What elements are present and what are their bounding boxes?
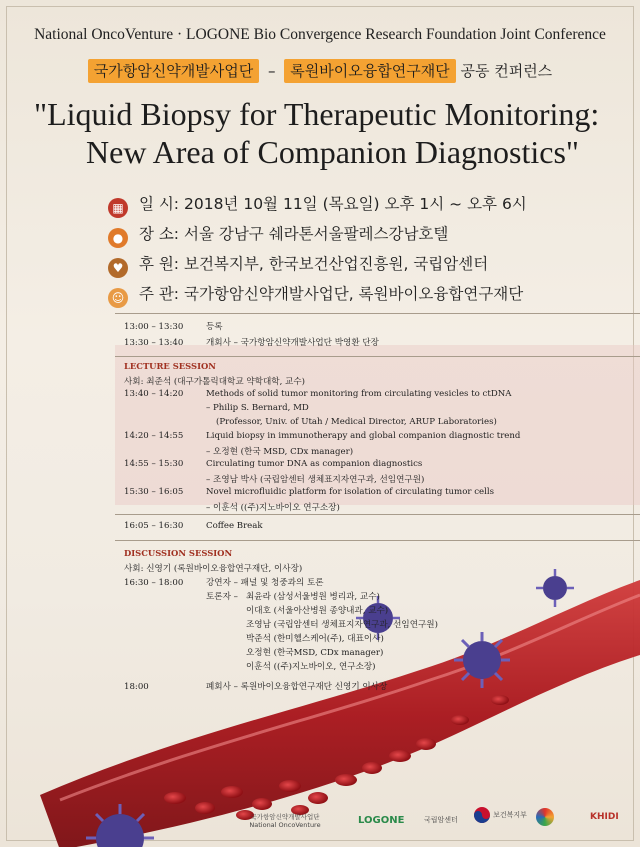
schedule-text: Coffee Break xyxy=(206,521,263,531)
schedule-time: 13:30 – 13:40 xyxy=(124,338,184,348)
lecture-3-speaker: – 조영남 박사 (국립암센터 생체표지자연구과, 선임연구원) xyxy=(206,475,425,485)
info-sponsor-label: 후 원: xyxy=(138,255,180,273)
schedule-text: 강연자 – 패널 및 청중과의 토론 xyxy=(206,578,324,588)
info-organizer-label: 주 관: xyxy=(138,285,180,303)
lecture-session-label: LECTURE SESSION xyxy=(124,361,216,371)
schedule-row-opening xyxy=(124,336,379,348)
discussion-chair: 사회: 신영기 (록원바이오융합연구재단, 이사장) xyxy=(124,564,303,574)
logo-text-en: National OncoVenture xyxy=(249,821,321,829)
virus-icon-2 xyxy=(454,632,510,688)
rainbow-logo-icon xyxy=(536,808,554,826)
virus-icon-4 xyxy=(536,569,574,607)
panelist: 박준석 (한미헬스케어(주), 대표이사) xyxy=(246,634,384,644)
panelist: 이대호 (서울아산병원 종양내과, 교수) xyxy=(246,606,389,616)
lecture-1 xyxy=(124,389,511,399)
info-venue xyxy=(108,222,448,248)
panelist: 최윤라 (삼성서울병원 병리과, 교수) xyxy=(246,592,380,602)
lecture-4 xyxy=(124,487,494,497)
divider-top xyxy=(115,313,640,314)
lecture-title: Novel microfluidic platform for isolation of circulating tumor cells xyxy=(206,487,495,497)
info-organizer-value: 국가항암신약개발사업단, 록원바이오융합연구재단 xyxy=(183,285,524,303)
main-title-line2: New Area of Companion Diagnostics" xyxy=(86,134,579,170)
joint-conference-label: 공동 컨퍼런스 xyxy=(460,62,553,80)
schedule-text: 폐회사 – 록원바이오융합연구재단 신영기 이사장 xyxy=(206,682,388,692)
logo-text-kr: 국가항암신약개발사업단 xyxy=(250,813,320,821)
info-date-value: 2018년 10월 11일 (목요일) 오후 1시 ~ 오후 6시 xyxy=(183,195,527,213)
divider-lecture xyxy=(115,356,640,357)
schedule-text: 개회사 – 국가항암신약개발사업단 박영환 단장 xyxy=(206,338,379,348)
org-dash: – xyxy=(268,62,276,80)
discussion-row xyxy=(124,576,324,588)
heart-hand-icon: ♥ xyxy=(108,258,128,278)
info-sponsor-value: 보건복지부, 한국보건산업진흥원, 국립암센터 xyxy=(183,255,489,273)
lecture-1-affiliation: (Professor, Univ. of Utah / Medical Director, ARUP Laboratories) xyxy=(216,417,497,427)
panelist: 오정현 (한국MSD, CDx manager) xyxy=(246,648,384,658)
closing-row xyxy=(124,680,387,692)
lecture-2 xyxy=(124,431,520,441)
info-date-label: 일 시: xyxy=(138,195,180,213)
logo-mohw-group xyxy=(473,806,527,824)
panelist: 조영남 (국립암센터 생체표지자연구과, 선임연구원) xyxy=(246,620,438,630)
schedule-time: 16:05 – 16:30 xyxy=(124,521,184,531)
schedule-time: 14:55 – 15:30 xyxy=(124,459,184,469)
discussion-session-label: DISCUSSION SESSION xyxy=(124,548,233,558)
logo-national-oncoventure xyxy=(245,812,325,829)
calendar-icon: ▦ xyxy=(108,198,128,218)
info-venue-value: 서울 강남구 쉐라톤서울팔레스강남호텔 xyxy=(183,225,449,243)
schedule-time: 14:20 – 14:55 xyxy=(124,431,184,441)
coffee-break-row xyxy=(124,521,263,531)
panel-label: 토론자 – xyxy=(206,592,238,602)
lecture-title: Circulating tumor DNA as companion diagnostics xyxy=(206,459,423,469)
taegeuk-icon xyxy=(473,806,491,824)
logo-khidi: KHIDI xyxy=(590,812,619,822)
info-organizer xyxy=(108,282,523,308)
divider-discussion xyxy=(115,540,640,541)
lecture-1-speaker: – Philip S. Bernard, MD xyxy=(206,403,309,413)
lecture-2-speaker: – 오정현 (한국 MSD, CDx manager) xyxy=(206,447,354,457)
main-title xyxy=(34,95,634,171)
schedule-text: 등록 xyxy=(206,322,223,332)
lecture-3 xyxy=(124,459,422,469)
lecture-4-speaker: – 이훈석 ((주)지노바이오 연구소장) xyxy=(206,503,340,513)
korean-conference-title xyxy=(0,60,640,81)
divider-coffee xyxy=(115,514,640,515)
schedule-time: 13:40 – 14:20 xyxy=(124,389,184,399)
schedule-time: 18:00 xyxy=(124,682,149,692)
logo-logone: LOGONE xyxy=(358,815,405,826)
schedule-row-registration xyxy=(124,320,223,332)
location-pin-icon: ● xyxy=(108,228,128,248)
person-icon: ☺ xyxy=(108,288,128,308)
lecture-title: Liquid biopsy in immunotherapy and global companion diagnostic trend xyxy=(206,431,521,441)
info-date xyxy=(108,192,527,218)
main-title-line1: "Liquid Biopsy for Therapeutic Monitoring: xyxy=(34,96,600,132)
schedule-time: 16:30 – 18:00 xyxy=(124,578,184,588)
lecture-chair: 사회: 최준석 (대구가톨릭대학교 약학대학, 교수) xyxy=(124,377,305,387)
info-venue-label: 장 소: xyxy=(138,225,180,243)
schedule-time: 15:30 – 16:05 xyxy=(124,487,184,497)
panelist: 이훈석 ((주)지노바이오, 연구소장) xyxy=(246,662,376,672)
lecture-title: Methods of solid tumor monitoring from circulating vesicles to ctDNA xyxy=(206,389,512,399)
org2-highlight: 록원바이오융합연구재단 xyxy=(284,59,455,83)
logo-national-cancer-center: 국립암센터 xyxy=(424,816,458,824)
org1-highlight: 국가항암신약개발사업단 xyxy=(88,59,259,83)
english-conference-title: National OncoVenture · LOGONE Bio Convergence Research Foundation Joint Conference xyxy=(34,26,606,43)
schedule-time: 13:00 – 13:30 xyxy=(124,322,184,332)
logo-mohw: 보건복지부 xyxy=(493,811,527,819)
info-sponsor xyxy=(108,252,488,278)
